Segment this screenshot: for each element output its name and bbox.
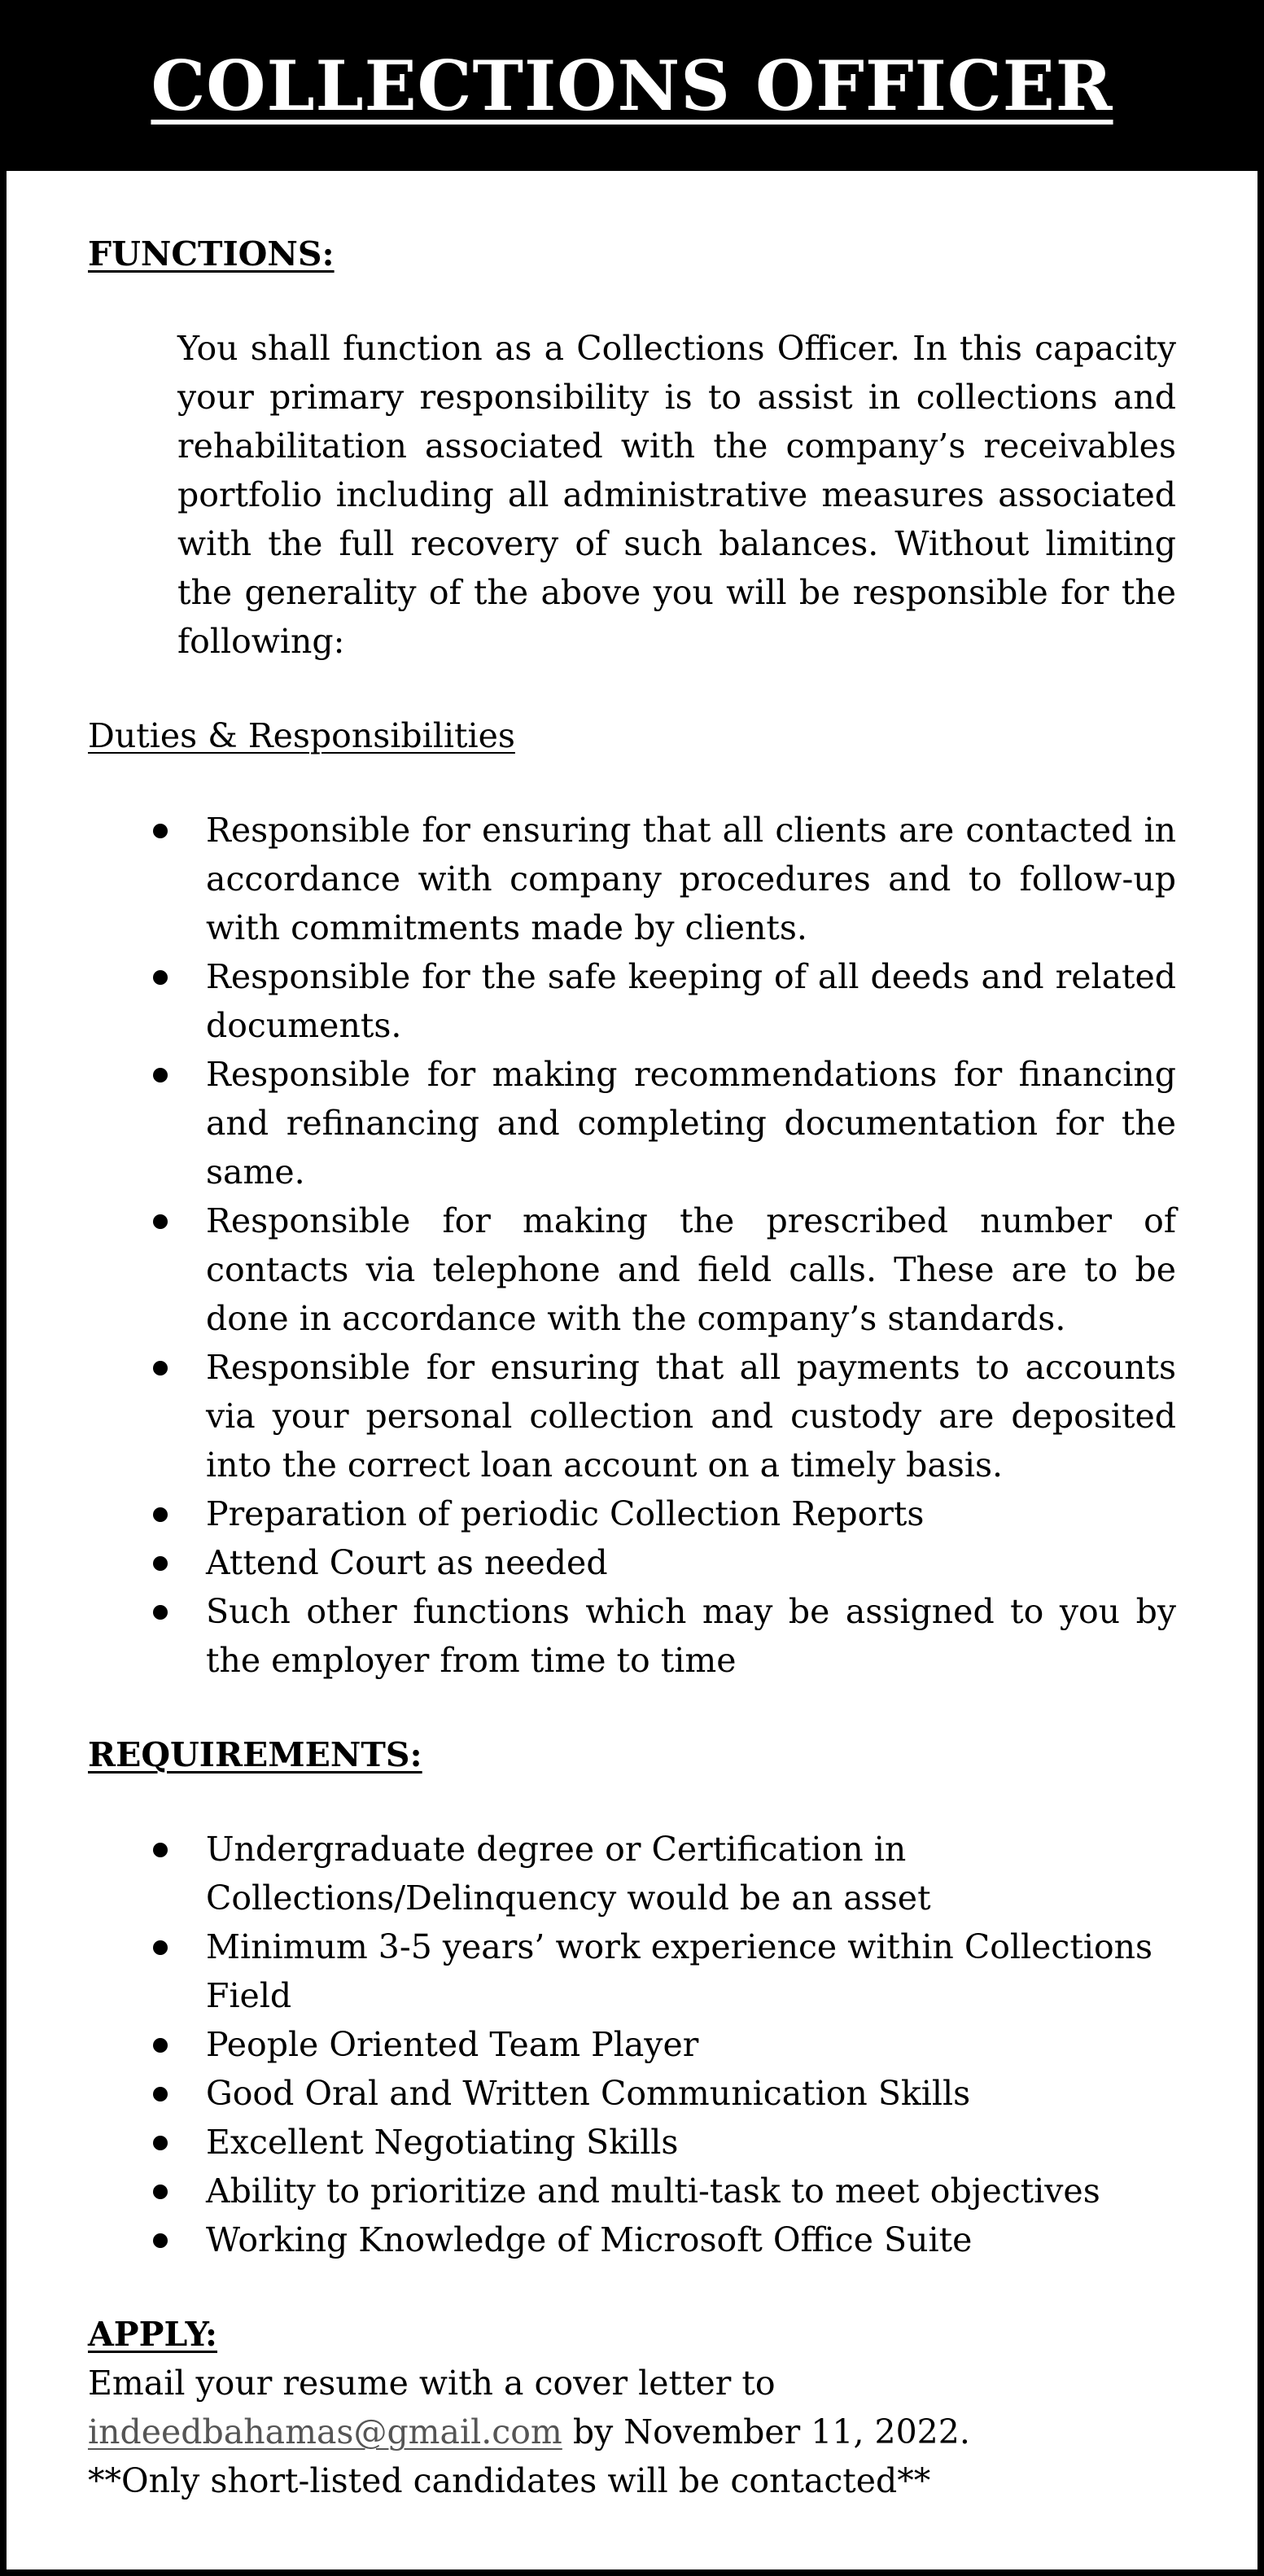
requirements-list xyxy=(88,1825,1176,2264)
duties-list xyxy=(88,806,1176,1685)
requirements-heading: REQUIREMENTS: xyxy=(88,1735,422,1774)
apply-section xyxy=(88,2310,1176,2505)
list-item: Responsible for making recommendations for financing and refinancing and completing documentation for the same. xyxy=(88,1050,1176,1196)
email-link[interactable]: indeedbahamas@gmail.com xyxy=(88,2412,562,2451)
apply-email-line xyxy=(88,2408,1176,2456)
list-item: Responsible for the safe keeping of all deeds and related documents. xyxy=(88,952,1176,1050)
apply-instruction: Email your resume with a cover letter to xyxy=(88,2364,776,2403)
header-bar xyxy=(0,0,1264,171)
shortlist-note: **Only short-listed candidates will be contacted** xyxy=(88,2461,931,2500)
list-item: Undergraduate degree or Certification in Collections/Delinquency would be an asset xyxy=(88,1825,1176,1922)
functions-heading: FUNCTIONS: xyxy=(88,234,335,273)
list-item: Good Oral and Written Communication Skills xyxy=(88,2069,1176,2118)
posting-body xyxy=(7,171,1257,2569)
apply-heading: APPLY: xyxy=(88,2315,218,2354)
list-item: Such other functions which may be assigned to you by the employer from time to time xyxy=(88,1587,1176,1685)
list-item: Attend Court as needed xyxy=(88,1538,1176,1587)
list-item: Working Knowledge of Microsoft Office Suite xyxy=(88,2215,1176,2264)
list-item: People Oriented Team Player xyxy=(88,2020,1176,2069)
duties-heading: Duties & Responsibilities xyxy=(88,716,515,755)
list-item: Responsible for ensuring that all clients are contacted in accordance with company procedures and to follow-up with commitments made by clients. xyxy=(88,806,1176,952)
page-title: COLLECTIONS OFFICER xyxy=(151,45,1113,126)
functions-intro: You shall function as a Collections Officer. In this capacity your primary responsibility is to assist in collections and rehabilitation associated with the company’s receivables portfolio including all administrative measures associated with the full recovery of such balances. Without limiting the generality of the above you will be responsible for the following: xyxy=(177,329,1176,661)
list-item: Responsible for making the prescribed number of contacts via telephone and field calls. These are to be done in accordance with the company’s standards. xyxy=(88,1196,1176,1343)
list-item: Preparation of periodic Collection Reports xyxy=(88,1489,1176,1538)
list-item: Minimum 3-5 years’ work experience within Collections Field xyxy=(88,1922,1176,2020)
list-item: Excellent Negotiating Skills xyxy=(88,2118,1176,2167)
apply-deadline: by November 11, 2022. xyxy=(562,2412,970,2451)
list-item: Ability to prioritize and multi-task to meet objectives xyxy=(88,2167,1176,2215)
list-item: Responsible for ensuring that all payments to accounts via your personal collection and custody are deposited into the correct loan account on a timely basis. xyxy=(88,1343,1176,1489)
